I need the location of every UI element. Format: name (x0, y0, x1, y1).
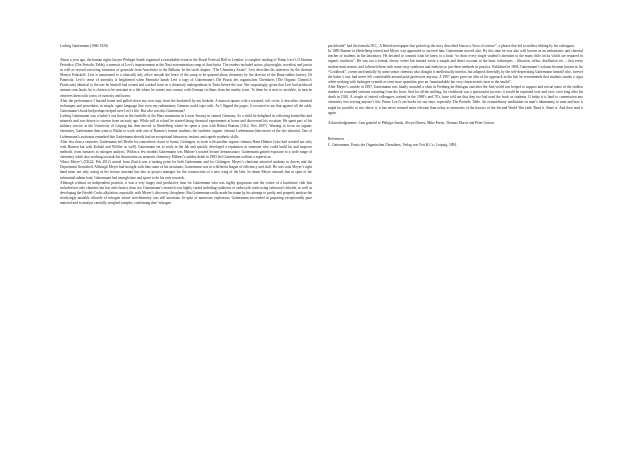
body-paragraph: After less than a semester, Gattermann left Berlin for somewhere closer to home, Göttingen, to work with another organic chemist Hans Hübner (who had worked not only with Bunsen but with Kekulé and Wöhler as well). Gattermann set to work in the lab and quickly developed a reputation as someone who could build kit and improve methods, from furnaces to nitrogen analysis. Within a few months Gattermann was Hübner’s trusted lecture demonstrator; Gattermann gained exposure to a wide range of chemistry while also working towards his dissertation on aromatic chemistry. Hübner’s sudden death in 1883 left Gattermann without a supervisor. (60, 139, 312, 159)
body-paragraph: In 1889 Bunsen in Heidelberg retired and Meyer was appointed to succeed him. Gattermann moved also. By this time he was also well known as an enthusiastic and cheerful teacher of students in the laboratory. He decided to commit what he knew to a book “to draw every single student’s attention to the many little tricks which are required in organic synthesis”. He was not a formal, showy writer but instead wrote a simple and direct account of the basic techniques – filtration, reflux, distillation etc. – that every student must master, and followed them with some sixty syntheses and analyses to put these methods in practice. Published in 1894, Gattermann’s volume became known as his “Cookbook”, a term used initially by some senior chemists who thought it intellectually inferior, but adopted cheerfully by the self-deprecating Gattermann himself who, forever the baker’s son, had never felt comfortable around posh professors anyway. A 1907 paper gives an idea of his approach in the lab: he recommends that students smoke a cigar when working with hydrogen cyanide as even trace quantities give an “unmistakable but very characteristic taste to the smoke”. (328, 49, 583, 84)
body-paragraph: Viktor Meyer’s (CK22, Feb 2012) arrival from Zürich was a turning point for both Gattermann and for Göttingen. Meyer’s charisma attracted students in droves and the Department flourished. Although Meyer had brought with him some of his assistants, Gattermann was in a different league of efficiency and skill. He was soon Meyer’s right hand man; not only acting as his lecture assistant but also as project manager for the construction of a new wing of the labs. In return Meyer ensured that in spite of the substantial admin load, Gattermann had enough time and space to do his own research. (60, 160, 312, 180)
body-paragraph: After the performance I hurried home and pulled down my own copy from the bookshelf by my bedside. A maroon quarto with a textured, soft cover, it describes chemical techniques and procedures in simple, spare language that even my rudimentary German could cope with. As I flipped the pages, it occurred to me that against all the odds, Gattermann’s book had perhaps helped save Levi’s life. But who was this Gattermann? (60, 98, 312, 113)
body-paragraph: After Meyer’s suicide in 1897, Gattermann was finally awarded a chair in Freiburg im Breisgau and after the first world war helped to support and rescue some of the endless number of wounded veterans returning from the front. And for all the sniffing, his cookbook was a spectacular success; it would be reprinted over and over, even long after his death in 1920. A couple of retired colleagues, trained in the 1960’s and 70’s, have told me that they too had used the book as students. If today it is hard to commission any chemistry text serving anyone’s life, Primo Levi’s are books for our time, especially The Periodic Table. An extraordinary meditation on man’s inhumanity to man and how it might be possible to rise above it, it has never seemed more relevant than today as memories of the horrors of the Second World War fade. Read it. Share it. And then read it again. (328, 85, 583, 115)
acknowledgements: Acknowledgements: I am grateful to Philippe Sands, Alwyn Davies, Mike Porter, Thomas Morris and Peter Gorton. (328, 121, 495, 126)
body-paragraph: perchloride” had the formula NCl₃. A British newspaper that picked up the story described him as a “hero of science”, a phrase that led to endless ribbing by his colleagues. (328, 44, 575, 48)
left-column (60, 44, 312, 206)
body-paragraph: Ludwig Gattermann was a baker’s son born in the foothills of the Harz mountains in Lower Saxony in central Germany. As a child he delighted in collecting butterflies and minerals and was drawn to science from an early age. While still at school he started doing chemical experiments at home and discovered his vocation. He spent part of his military service at the University of Leipzig but then moved to Heidelberg where he spent a year with Robert Bunsen (CK2, Nov 2007). Wanting to focus on organic chemistry, Gattermann then went to Berlin to work with one of Bunsen’s former students, the synthetic organic chemist Liebermann (discoverer of the dye alizarin). One of Liebermann’s assistants remarked that Gattermann already had an exceptional laboratory instinct and superb synthetic skills. (60, 114, 312, 139)
references-heading: References (328, 137, 344, 142)
body-paragraph: Although without an independent position, it was a very happy and productive time for Gattermann who was highly gregarious and the centre of a lunchtime club that included not only chemists but law and classics dons too. Gattermann’s research was highly varied including syntheses of carboxylic acids using carbonoyl chloride, as well as developing the Friedel-Crafts alkylation, especially with Meyer’s discovery, thiophene. But Gattermann really made his name by his attempt to purify and properly analyse the terrifyingly unstable chloride of nitrogen whose stoichiometry was still uncertain. In spite of numerous explosions, Gattermann succeeded in preparing exceptionally pure material and to analyse carefully weighed samples, confirming that “nitrogen (60, 180, 312, 206)
body-paragraph: About a year ago, the human rights lawyer Philippe Sands organised a remarkable event in the Royal Festival Hall in London: a complete reading of Primo Levi’s Il Sistema Periodico (The Periodic Table), a memoir of Levi’s imprisonment at the Nazi extermination camp at Auschwitz. The readers included actors, playwrights, novelists and jurists as well as several surviving witnesses of genocide from Auschwitz to the Balkans. In the sixth chapter, “The Chemistry Exam”, Levi describes his interview by the chemist Martyn Polaskoff; Levi is summoned to a clinically tidy office outside the fence of the camp to be quizzed about chemistry by the director of the Buna-rubber factory, Dr Pannwitz. Levi’s sense of unreality is heightened when Pannwitz hands Levi a copy of Gattermann’s Die Praxis des organischen Chemikers (The Organic Chemist’s Practicum) identical to the one he himself had owned and worked from as a chemistry undergraduate in Turin before the war. Not surprisingly, given that Levi had produced summa cum laude, he is chosen to be assistant in a lab where he comes into contact with German civilians from the nearby town. To them he is next to invisible, in turn he observes them with a mix of curiosity and horror. (60, 57, 312, 98)
article-title: Ludwig Gattermann (1860-1920) (60, 44, 108, 48)
reference-item: L. Gattermann, Praxis der Organischen Chemikers, Verlag von Veit & Co., Leipzig, 1894. (328, 142, 458, 147)
right-column (328, 44, 583, 148)
